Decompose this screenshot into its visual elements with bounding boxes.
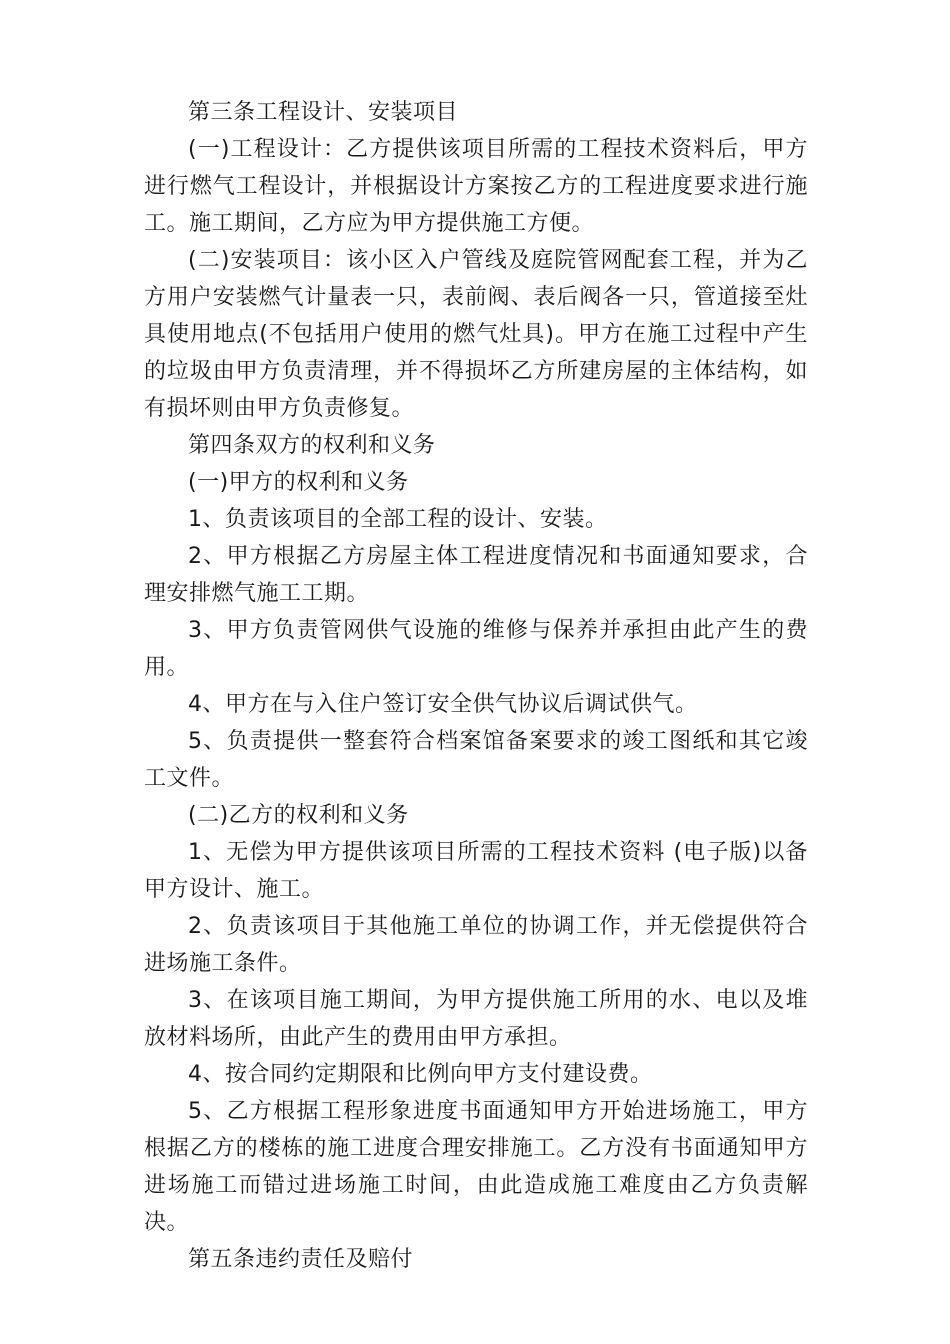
paragraph: (二)安装项目：该小区入户管线及庭院管网配套工程，并为乙方用户安装燃气计量表一只，表前阀、表后阀各一只，管道接至灶具使用地点(不包括用户使用的燃气灶具)。甲方在施工过程中产生的垃圾由甲方负责清理，并不得损坏乙方所建房屋的主体结构，如有损坏则由甲方负责修复。	[144, 248, 808, 421]
list-item: 1、负责该项目的全部工程的设计、安装。	[188, 507, 608, 532]
list-item: 5、负责提供一整套符合档案馆备案要求的竣工图纸和其它竣工文件。	[144, 729, 808, 791]
section-heading: 第三条工程设计、安装项目	[188, 100, 459, 125]
list-item: 4、甲方在与入住户签订安全供气协议后调试供气。	[188, 692, 698, 717]
section-heading: 第五条违约责任及赔付	[188, 1247, 414, 1272]
list-item: 2、负责该项目于其他施工单位的协调工作，并无偿提供符合进场施工条件。	[144, 914, 808, 976]
list-item: 5、乙方根据工程形象进度书面通知甲方开始进场施工，甲方根据乙方的楼栋的施工进度合理安排施工。乙方没有书面通知甲方进场施工而错过进场施工时间，由此造成施工难度由乙方负责解决。	[144, 1099, 808, 1235]
list-item: 3、在该项目施工期间，为甲方提供施工所用的水、电以及堆放材料场所，由此产生的费用由甲方承担。	[144, 988, 808, 1050]
list-item: 4、按合同约定期限和比例向甲方支付建设费。	[188, 1062, 653, 1087]
list-item: 3、甲方负责管网供气设施的维修与保养并承担由此产生的费用。	[144, 618, 808, 680]
subsection-heading: (一)甲方的权利和义务	[188, 470, 409, 495]
paragraph: (一)工程设计：乙方提供该项目所需的工程技术资料后，甲方进行燃气工程设计，并根据设计方案按乙方的工程进度要求进行施工。施工期间，乙方应为甲方提供施工方便。	[144, 137, 808, 236]
section-heading: 第四条双方的权利和义务	[188, 433, 436, 458]
list-item: 1、无偿为甲方提供该项目所需的工程技术资料 (电子版)以备甲方设计、施工。	[144, 840, 808, 902]
list-item: 2、甲方根据乙方房屋主体工程进度情况和书面通知要求，合理安排燃气施工工期。	[144, 544, 808, 606]
subsection-heading: (二)乙方的权利和义务	[188, 803, 409, 828]
